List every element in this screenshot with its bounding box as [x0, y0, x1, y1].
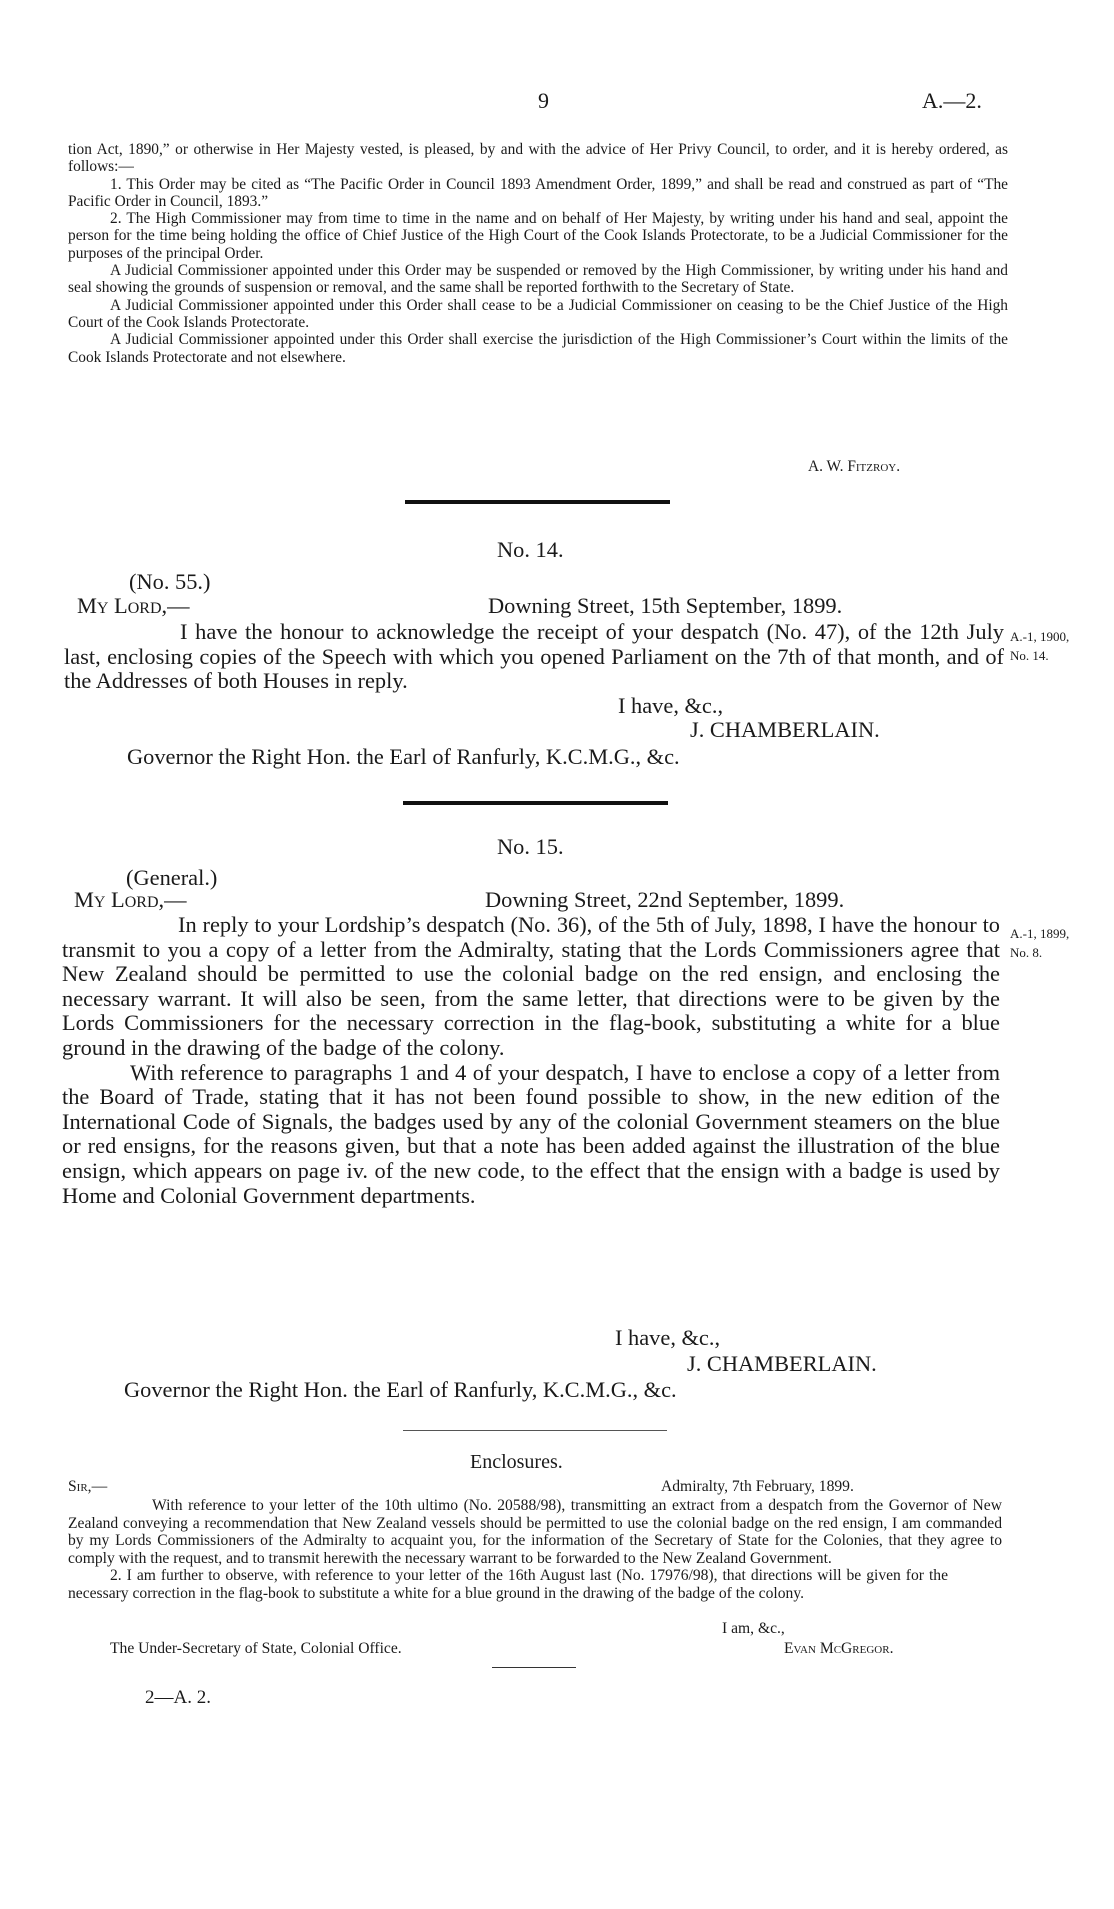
dateline: Admiralty, 7th February, 1899.: [661, 1478, 854, 1495]
salutation: My Lord,—: [74, 887, 187, 912]
heading-no-15: No. 15.: [497, 834, 564, 859]
paragraph: A Judicial Commissioner appointed under this Order shall cease to be a Judicial Commissioner on ceasing to be the Chief Justice of the High Court of the Cook Islands Protectorate.: [68, 296, 1008, 331]
closing: I have, &c.,: [615, 1325, 721, 1350]
paragraph: 1. This Order may be cited as “The Pacific Order in Council 1893 Amendment Order, 1899,” and shall be read and construed as part of “The Pacific Order in Council, 1893.”: [68, 175, 1008, 210]
margin-reference: A.-1, 1899,: [1010, 926, 1070, 941]
signature-mcgregor: Evan McGregor.: [784, 1640, 894, 1657]
page-number: 9: [538, 88, 549, 113]
paragraph: A Judicial Commissioner appointed under this Order shall exercise the jurisdiction of the High Commissioner’s Court within the limits of the Cook Islands Protectorate and not elsewhere.: [68, 331, 1008, 366]
enclosure-body: [68, 1497, 1002, 1603]
paragraph: With reference to paragraphs 1 and 4 of your despatch, I have to enclose a copy of a letter from the Board of Trade, stating that it has not been found possible to show, in the new edition of the International Code of Signals, the badges used by any of the colonial Government steamers on the blue or red ensigns, for the reasons given, but that a note has been added against the illustration of the blue ensign, which appears on page iv. of the new code, to the effect that the ensign with a badge is used by Home and Colonial Government departments.: [62, 1059, 1000, 1208]
order-in-council-text: [68, 141, 1008, 366]
closing: I am, &c.,: [722, 1620, 785, 1637]
section-divider: [403, 801, 668, 805]
signature-mark: 2—A. 2.: [145, 1687, 211, 1708]
dateline: Downing Street, 15th September, 1899.: [488, 593, 843, 618]
despatch-body: [62, 913, 1000, 1208]
signature-fitzroy: A. W. Fitzroy.: [808, 458, 901, 475]
paragraph: 2. The High Commissioner may from time to time in the name and on behalf of Her Majesty, by writing under his hand and seal, appoint the person for the time being holding the office of Chief Justice of the High Court of the Cook Islands Protectorate, to be a Judicial Commissioner for the purposes of the principal Order.: [68, 210, 1008, 262]
addressee: The Under-Secretary of State, Colonial Office.: [110, 1640, 402, 1657]
dateline: Downing Street, 22nd September, 1899.: [485, 887, 845, 912]
section-divider: [492, 1667, 576, 1668]
paragraph: With reference to your letter of the 10th ultimo (No. 20588/98), transmitting an extract from a despatch from the Governor of New Zealand conveying a recommendation that New Zealand vessels should be permitted to use the colonial badge on the red ensign, I am commanded by my Lords Commissioners of the Admiralty to acquaint you, for the information of the Secretary of State for the Colonies, that they agree to comply with the request, and to transmit herewith the necessary warrant to be forwarded to the New Zealand Government.: [68, 1497, 1002, 1567]
salutation: Sir,—: [68, 1478, 108, 1495]
addressee: Governor the Right Hon. the Earl of Ranfurly, K.C.M.G., &c.: [127, 744, 680, 769]
signature-chamberlain: J. CHAMBERLAIN.: [690, 717, 880, 742]
heading-enclosures: Enclosures.: [470, 1451, 563, 1473]
despatch-ref: (No. 55.): [129, 569, 211, 594]
closing: I have, &c.,: [618, 693, 724, 718]
paragraph: A Judicial Commissioner appointed under this Order may be suspended or removed by the High Commissioner, by writing under his hand and seal showing the grounds of suspension or removal, and the same shall be reported forthwith to the Secretary of State.: [68, 262, 1008, 297]
heading-no-14: No. 14.: [497, 537, 564, 562]
signature-chamberlain: J. CHAMBERLAIN.: [687, 1351, 877, 1376]
paragraph: 2. I am further to observe, with reference to your letter of the 16th August last (No. 17976/98), that directions will be given for the necessary correction in the flag-book to substitute a white for a blue ground in the drawing of the badge of the colony.: [68, 1567, 948, 1602]
margin-reference: No. 14.: [1010, 648, 1049, 663]
document-reference: A.—2.: [922, 88, 982, 113]
despatch-body: [64, 620, 1004, 694]
paragraph: In reply to your Lordship’s despatch (No. 36), of the 5th of July, 1898, I have the honour to transmit to you a copy of a letter from the Admiralty, stating that the Lords Commissioners agree that New Zealand should be permitted to use the colonial badge on the red ensign, and enclosing the necessary warrant. It will also be seen, from the same letter, that directions were to be given by the Lords Commissioners for the necessary correction in the flag-book, substituting a white for a blue ground in the drawing of the badge of the colony.: [62, 912, 1000, 1060]
paragraph: I have the honour to acknowledge the receipt of your despatch (No. 47), of the 12th July last, enclosing copies of the Speech with which you opened Parliament on the 7th of that month, and of the Addresses of both Houses in reply.: [64, 619, 1004, 694]
margin-reference: A.-1, 1900,: [1010, 629, 1070, 644]
salutation: My Lord,—: [77, 593, 190, 618]
despatch-ref: (General.): [126, 865, 218, 890]
section-divider: [403, 1430, 667, 1431]
margin-reference: No. 8.: [1010, 945, 1043, 960]
addressee: Governor the Right Hon. the Earl of Ranfurly, K.C.M.G., &c.: [124, 1377, 677, 1402]
paragraph: tion Act, 1890,” or otherwise in Her Majesty vested, is pleased, by and with the advice of Her Privy Council, to order, and it is hereby ordered, as follows:—: [68, 141, 1008, 176]
section-divider: [405, 500, 670, 504]
